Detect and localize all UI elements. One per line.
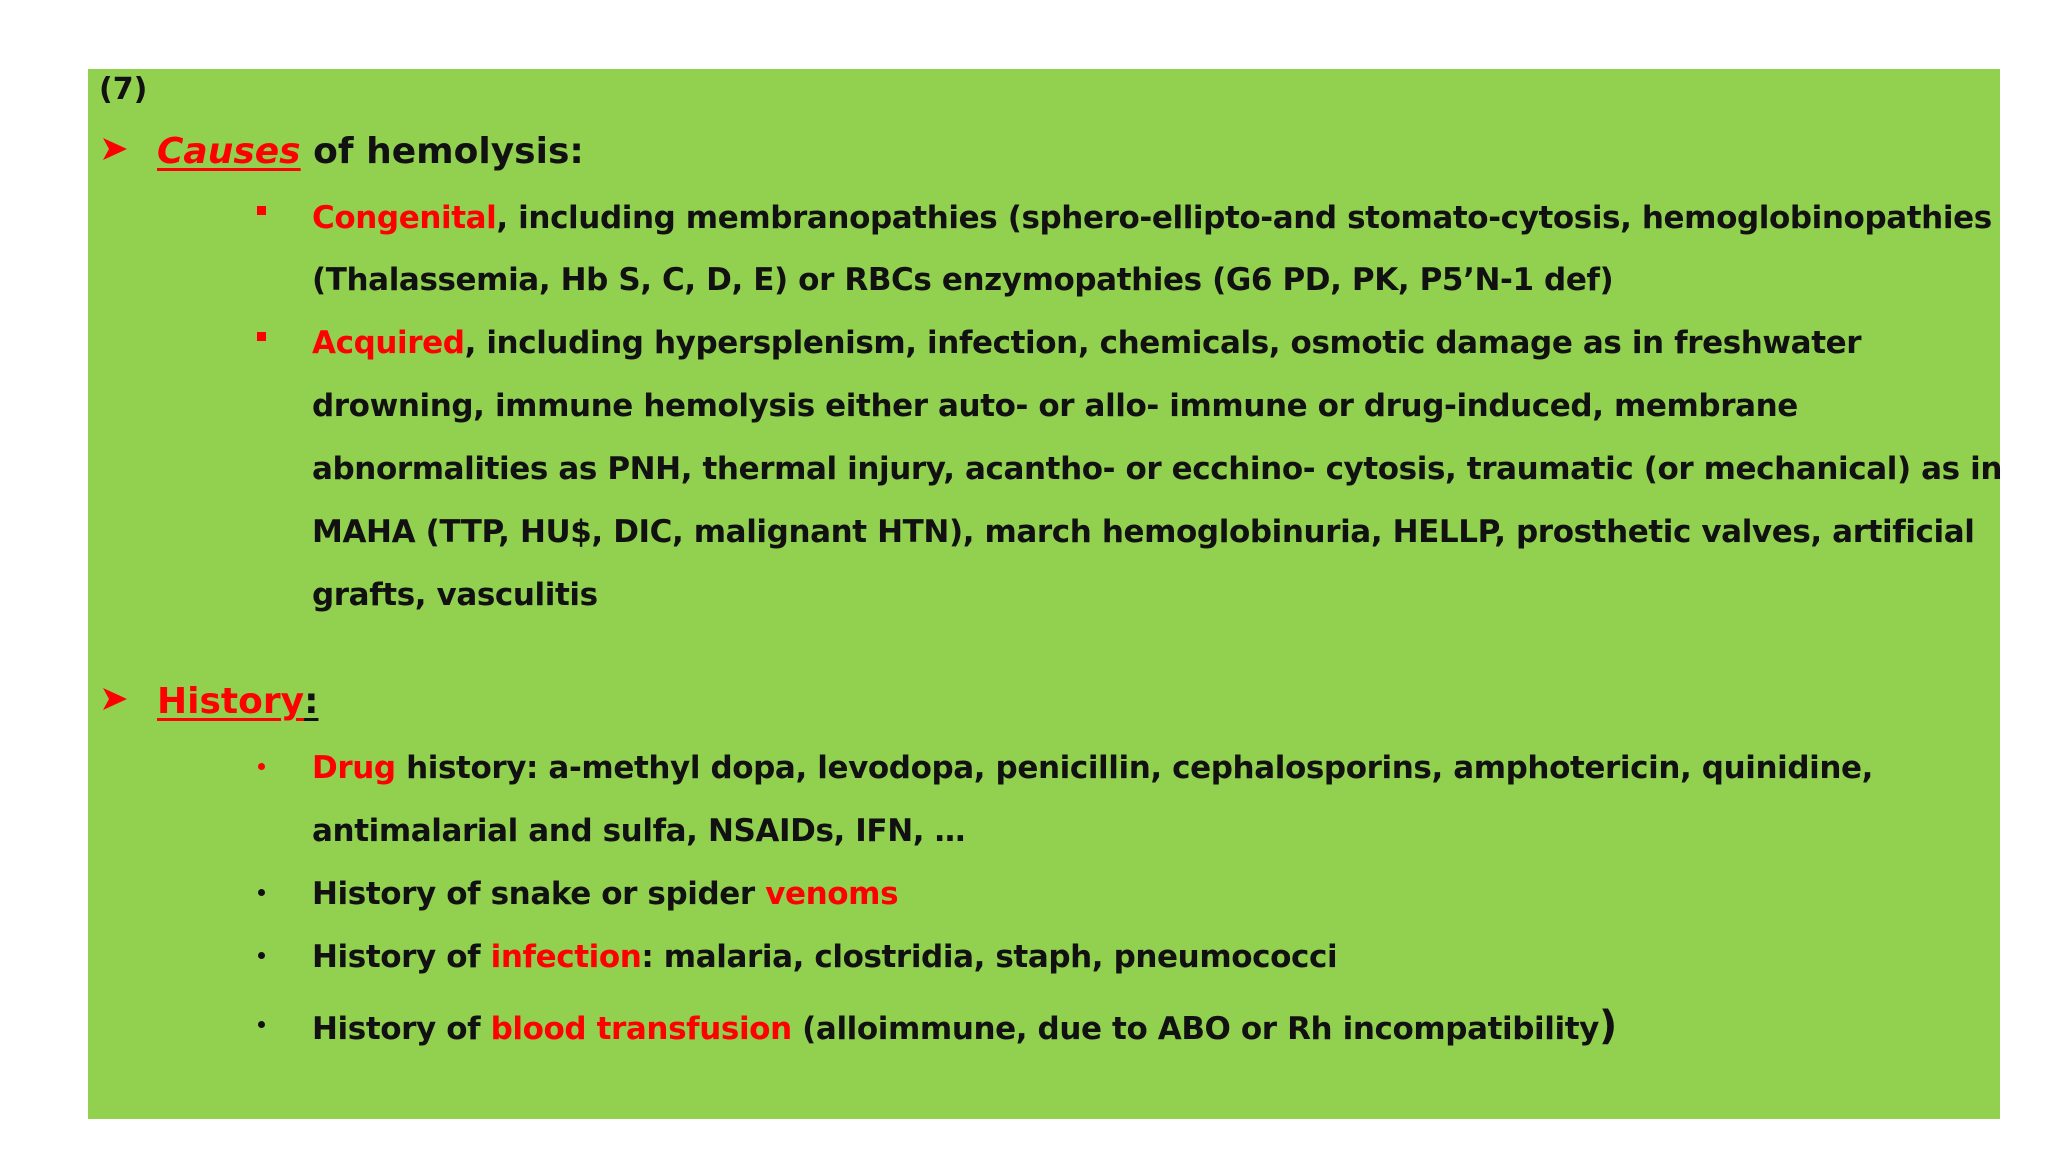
history-item-keyword: venoms	[765, 876, 899, 912]
causes-item-text: , including membranopathies (sphero-ellipto-and stomato-cytosis, hemoglobinopathies	[496, 200, 1992, 236]
history-item-drug-line1	[312, 748, 1873, 788]
history-heading-keyword: History	[157, 681, 305, 722]
causes-item-acquired-line1	[312, 323, 1861, 363]
history-item-infection	[312, 937, 1337, 977]
history-item-text: : malaria, clostridia, staph, pneumococci	[641, 939, 1338, 975]
bullet-dot-icon	[258, 763, 265, 770]
history-item-closing-paren: )	[1598, 1003, 1617, 1049]
causes-heading	[157, 130, 584, 174]
causes-item-acquired-line4: MAHA (TTP, HU$, DIC, malignant HTN), march hemoglobinuria, HELLP, prosthetic valves, artificial	[312, 514, 1975, 550]
history-item-keyword: infection	[490, 939, 642, 975]
bullet-dot-icon	[258, 889, 265, 896]
causes-item-acquired-line5: grafts, vasculitis	[312, 577, 598, 613]
causes-item-acquired-line3: abnormalities as PNH, thermal injury, acantho- or ecchino- cytosis, traumatic (or mechanical) as in	[312, 451, 2002, 487]
history-item-drug-line2: antimalarial and sulfa, NSAIDs, IFN, …	[312, 813, 966, 849]
square-bullet-icon	[257, 206, 266, 215]
square-bullet-icon	[257, 332, 266, 341]
causes-item-text: , including hypersplenism, infection, chemicals, osmotic damage as in freshwater	[464, 325, 1862, 361]
causes-item-keyword: Congenital	[312, 200, 497, 236]
history-item-text: History of snake or spider	[312, 876, 766, 912]
slide-number: (7)	[99, 72, 148, 107]
history-item-keyword: blood transfusion	[490, 1011, 792, 1047]
arrow-bullet-icon	[101, 686, 129, 712]
history-heading-rest: :	[304, 681, 319, 722]
causes-item-congenital-line1	[312, 198, 1992, 238]
causes-item-acquired-line2: drowning, immune hemolysis either auto- or allo- immune or drug-induced, membrane	[312, 388, 1798, 424]
history-item-keyword: Drug	[312, 750, 396, 786]
history-item-venoms	[312, 874, 898, 914]
causes-heading-keyword: Causes	[157, 131, 301, 172]
history-item-text: (alloimmune, due to ABO or Rh incompatibility	[791, 1011, 1599, 1047]
history-heading	[157, 680, 318, 724]
causes-item-congenital-line2: (Thalassemia, Hb S, C, D, E) or RBCs enzymopathies (G6 PD, PK, P5’N-1 def)	[312, 262, 1614, 298]
causes-item-keyword: Acquired	[312, 325, 465, 361]
bullet-dot-icon	[258, 952, 265, 959]
causes-heading-rest: of hemolysis:	[300, 131, 584, 172]
arrow-bullet-icon	[101, 136, 129, 162]
history-item-text: History of	[312, 939, 491, 975]
history-item-text: history: a-methyl dopa, levodopa, penicillin, cephalosporins, amphotericin, quinidine,	[395, 750, 1874, 786]
bullet-dot-icon	[258, 1021, 265, 1028]
history-item-transfusion	[312, 1003, 1617, 1049]
history-item-text: History of	[312, 1011, 491, 1047]
